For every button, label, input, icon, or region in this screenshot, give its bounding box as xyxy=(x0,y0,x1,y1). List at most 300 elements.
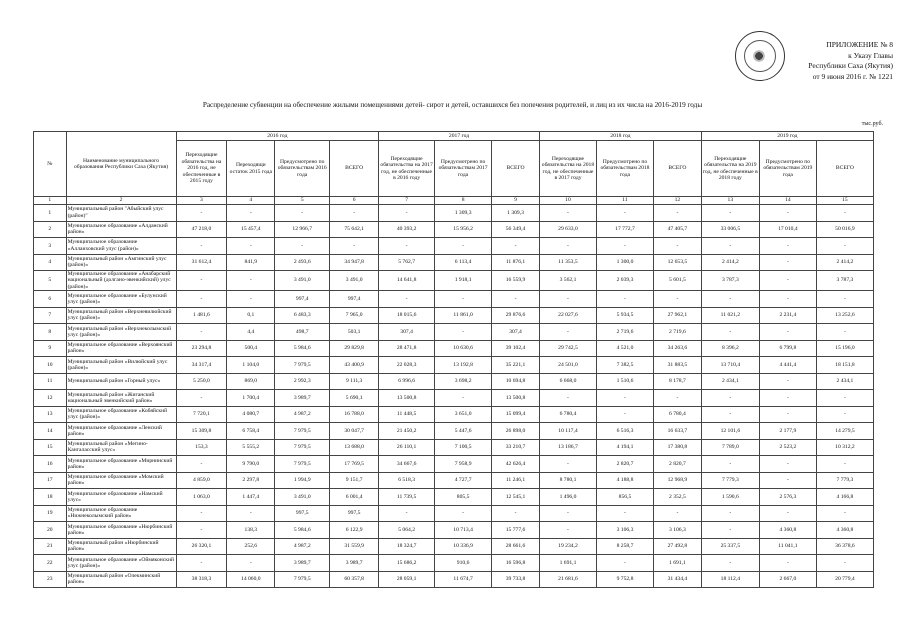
value-cell: 4 080,7 xyxy=(227,406,275,423)
value-cell: 36 378,6 xyxy=(816,538,873,555)
value-cell: 3 989,7 xyxy=(275,555,330,572)
municipality-name: Муниципальное образование «Кобяйский улус (район)» xyxy=(66,406,176,423)
table-row xyxy=(34,555,874,572)
value-cell: 5 250,0 xyxy=(176,373,227,390)
municipality-name: Муниципальное образование «Мирнинский район» xyxy=(66,456,176,473)
value-cell: 6 483,3 xyxy=(275,307,330,324)
table-row xyxy=(34,221,874,238)
value-cell: 6 758,4 xyxy=(227,423,275,440)
row-number: 10 xyxy=(34,357,67,374)
value-cell: 7 979,5 xyxy=(275,439,330,456)
value-cell: - xyxy=(701,406,759,423)
value-cell: - xyxy=(379,238,435,255)
value-cell: - xyxy=(539,324,596,341)
value-cell: - xyxy=(275,238,330,255)
value-cell: 4 987,2 xyxy=(275,538,330,555)
seal-emblem xyxy=(750,47,768,65)
value-cell: 1 300,0 xyxy=(596,254,653,271)
table-row xyxy=(34,522,874,539)
table-row xyxy=(34,340,874,357)
document-title: Распределение субвенции на обеспечение жилыми помещениями детей- сирот и детей, оставшихся без попечения родителей, и лиц из их числа на 2016-2019 годы xyxy=(202,101,703,109)
value-cell: - xyxy=(539,291,596,308)
value-cell: 12 545,1 xyxy=(492,489,540,506)
row-number: 11 xyxy=(34,373,67,390)
value-cell: 3 491,0 xyxy=(275,271,330,291)
value-cell: 11 353,5 xyxy=(539,254,596,271)
value-cell: - xyxy=(176,456,227,473)
table-row xyxy=(34,307,874,324)
value-cell: 6 996,6 xyxy=(379,373,435,390)
value-cell: - xyxy=(227,238,275,255)
value-cell: - xyxy=(176,291,227,308)
value-cell: - xyxy=(816,406,873,423)
value-cell: 2 576,3 xyxy=(759,489,816,506)
table-row xyxy=(34,489,874,506)
header-year-2016: 2016 год xyxy=(176,132,379,141)
value-cell: 29 829,8 xyxy=(330,340,379,357)
value-cell: 856,5 xyxy=(596,489,653,506)
table-row xyxy=(34,571,874,588)
value-cell: - xyxy=(492,238,540,255)
value-cell: - xyxy=(759,373,816,390)
value-cell: - xyxy=(227,555,275,572)
table-row xyxy=(34,456,874,473)
value-cell: - xyxy=(653,505,701,522)
column-number: 3 xyxy=(176,197,227,205)
value-cell: 17 010,4 xyxy=(759,221,816,238)
value-cell: 39 733,8 xyxy=(492,571,540,588)
value-cell: 1 994,9 xyxy=(275,472,330,489)
value-cell: 18 151,8 xyxy=(816,357,873,374)
value-cell: 12 968,9 xyxy=(653,472,701,489)
value-cell: - xyxy=(596,505,653,522)
row-number: 16 xyxy=(34,456,67,473)
header-y2019-col-1: Предусмотрено по обязательствам 2019 года xyxy=(759,141,816,197)
value-cell: - xyxy=(596,238,653,255)
value-cell: - xyxy=(227,291,275,308)
value-cell: 1 496,0 xyxy=(539,489,596,506)
value-cell: 12 101,6 xyxy=(701,423,759,440)
table-row xyxy=(34,357,874,374)
value-cell: 20 779,4 xyxy=(816,571,873,588)
row-number: 2 xyxy=(34,221,67,238)
row-number: 17 xyxy=(34,472,67,489)
value-cell: 307,4 xyxy=(492,324,540,341)
value-cell: - xyxy=(759,324,816,341)
value-cell: 1 447,4 xyxy=(227,489,275,506)
value-cell: 16 596,8 xyxy=(492,555,540,572)
row-number: 21 xyxy=(34,538,67,555)
value-cell: 17 769,5 xyxy=(330,456,379,473)
value-cell: 23 294,8 xyxy=(176,340,227,357)
value-cell: - xyxy=(759,238,816,255)
value-cell: 3 787,3 xyxy=(816,271,873,291)
row-number: 5 xyxy=(34,271,67,291)
value-cell: 38 318,3 xyxy=(176,571,227,588)
value-cell: 2 297,8 xyxy=(227,472,275,489)
value-cell: 1 481,6 xyxy=(176,307,227,324)
value-cell: - xyxy=(701,456,759,473)
table-row xyxy=(34,472,874,489)
value-cell: - xyxy=(330,205,379,222)
row-number: 4 xyxy=(34,254,67,271)
value-cell: 8 780,1 xyxy=(539,472,596,489)
value-cell: 997,5 xyxy=(275,505,330,522)
value-cell: 31 612,4 xyxy=(176,254,227,271)
value-cell: - xyxy=(176,505,227,522)
value-cell: 4 166,8 xyxy=(816,489,873,506)
value-cell: - xyxy=(176,555,227,572)
row-number: 23 xyxy=(34,571,67,588)
value-cell: 6 799,8 xyxy=(759,340,816,357)
value-cell: 4 441,4 xyxy=(759,357,816,374)
header-y2018-col-2: ВСЕГО xyxy=(653,141,701,197)
row-number: 9 xyxy=(34,340,67,357)
header-y2016-col-1: Переходящи остаток 2015 года xyxy=(227,141,275,197)
value-cell: - xyxy=(227,505,275,522)
value-cell: - xyxy=(701,291,759,308)
row-number: 8 xyxy=(34,324,67,341)
value-cell: - xyxy=(701,522,759,539)
value-cell: - xyxy=(759,456,816,473)
value-cell: - xyxy=(539,505,596,522)
value-cell: 24 501,0 xyxy=(539,357,596,374)
value-cell: 0,1 xyxy=(227,307,275,324)
table-row xyxy=(34,324,874,341)
table-row xyxy=(34,439,874,456)
value-cell: 805,5 xyxy=(435,489,492,506)
value-cell: 6 518,3 xyxy=(379,472,435,489)
value-cell: 42 626,4 xyxy=(492,456,540,473)
row-number: 6 xyxy=(34,291,67,308)
value-cell: 10 713,4 xyxy=(435,522,492,539)
value-cell: 7 789,0 xyxy=(701,439,759,456)
value-cell: 4 360,8 xyxy=(759,522,816,539)
value-cell: 5 984,6 xyxy=(275,522,330,539)
value-cell: 1 309,3 xyxy=(435,205,492,222)
header-y2017-col-1: Предусмотрено по обязательствам 2017 года xyxy=(435,141,492,197)
value-cell: - xyxy=(176,205,227,222)
municipality-name: Муниципальный район «Горный улус» xyxy=(66,373,176,390)
value-cell: 9 790,0 xyxy=(227,456,275,473)
row-number: 18 xyxy=(34,489,67,506)
column-number: 5 xyxy=(275,197,330,205)
value-cell: - xyxy=(596,406,653,423)
value-cell: - xyxy=(759,205,816,222)
value-cell: - xyxy=(816,324,873,341)
value-cell: 15 457,4 xyxy=(227,221,275,238)
value-cell: 4 987,2 xyxy=(275,406,330,423)
value-cell: 34 947,8 xyxy=(330,254,379,271)
table-row xyxy=(34,254,874,271)
value-cell: - xyxy=(539,238,596,255)
value-cell: 15 686,2 xyxy=(379,555,435,572)
value-cell: 8 258,7 xyxy=(596,538,653,555)
value-cell: 6 780,4 xyxy=(539,406,596,423)
value-cell: - xyxy=(759,254,816,271)
value-cell: - xyxy=(539,390,596,407)
value-cell: 7 979,5 xyxy=(275,357,330,374)
value-cell: 7 720,1 xyxy=(176,406,227,423)
appendix-line-4: от 9 июня 2016 г. № 1221 xyxy=(812,71,893,81)
column-number: 14 xyxy=(759,197,816,205)
value-cell: - xyxy=(816,205,873,222)
table-row xyxy=(34,390,874,407)
value-cell: 997,4 xyxy=(330,291,379,308)
row-number: 14 xyxy=(34,423,67,440)
value-cell: - xyxy=(435,505,492,522)
value-cell: 7 779,3 xyxy=(816,472,873,489)
value-cell: 997,4 xyxy=(275,291,330,308)
municipality-name: Муниципальное образование «Верхоянский район» xyxy=(66,340,176,357)
value-cell: 2 820,7 xyxy=(653,456,701,473)
value-cell: 31 434,4 xyxy=(653,571,701,588)
row-number: 13 xyxy=(34,406,67,423)
value-cell: 10 630,6 xyxy=(435,340,492,357)
subsidy-table xyxy=(33,131,874,588)
value-cell: 47 405,7 xyxy=(653,221,701,238)
value-cell: 498,7 xyxy=(275,324,330,341)
value-cell: 4 727,7 xyxy=(435,472,492,489)
value-cell: 3 651,0 xyxy=(435,406,492,423)
value-cell: 11 876,1 xyxy=(492,254,540,271)
header-num: № xyxy=(34,132,67,197)
value-cell: - xyxy=(492,505,540,522)
value-cell: 1 309,3 xyxy=(492,205,540,222)
value-cell: 2 039,3 xyxy=(596,271,653,291)
value-cell: 47 218,0 xyxy=(176,221,227,238)
municipality-name: Муниципальное образование «Намский улус» xyxy=(66,489,176,506)
value-cell: 27 492,8 xyxy=(653,538,701,555)
value-cell: 3 106,3 xyxy=(653,522,701,539)
municipality-name: Муниципальное образование «Нижнеколымский район» xyxy=(66,505,176,522)
value-cell: - xyxy=(653,238,701,255)
value-cell: 25 337,5 xyxy=(701,538,759,555)
value-cell: 11 674,7 xyxy=(435,571,492,588)
value-cell: 2 177,9 xyxy=(759,423,816,440)
value-cell: 7 979,5 xyxy=(275,456,330,473)
value-cell: 10 117,4 xyxy=(539,423,596,440)
row-number: 3 xyxy=(34,238,67,255)
column-number: 9 xyxy=(492,197,540,205)
row-number: 20 xyxy=(34,522,67,539)
header-y2017-col-2: ВСЕГО xyxy=(492,141,540,197)
value-cell: 10 336,9 xyxy=(435,538,492,555)
value-cell: 910,6 xyxy=(435,555,492,572)
column-number: 10 xyxy=(539,197,596,205)
value-cell: - xyxy=(759,472,816,489)
value-cell: 8 178,7 xyxy=(653,373,701,390)
value-cell: 16 788,0 xyxy=(330,406,379,423)
value-cell: 7 779,3 xyxy=(701,472,759,489)
municipality-name: Муниципальный район «Олекминский район» xyxy=(66,571,176,588)
value-cell: 1 510,6 xyxy=(596,373,653,390)
seal-icon xyxy=(735,31,785,81)
value-cell: 2 231,4 xyxy=(759,307,816,324)
municipality-name: Муниципальное образование «Анабарский национальный (долгано-эвенкийский) улус (район)» xyxy=(66,271,176,291)
table-row xyxy=(34,505,874,522)
value-cell: 28 471,8 xyxy=(379,340,435,357)
value-cell: 5 447,6 xyxy=(435,423,492,440)
value-cell: 5 555,2 xyxy=(227,439,275,456)
column-number: 4 xyxy=(227,197,275,205)
value-cell: 307,4 xyxy=(379,324,435,341)
row-number: 7 xyxy=(34,307,67,324)
value-cell: 2 719,6 xyxy=(653,324,701,341)
value-cell: 3 787,3 xyxy=(701,271,759,291)
value-cell: 29 633,0 xyxy=(539,221,596,238)
value-cell: 16 633,7 xyxy=(653,423,701,440)
row-number: 22 xyxy=(34,555,67,572)
value-cell: 26 110,1 xyxy=(379,439,435,456)
value-cell: 17 772,7 xyxy=(596,221,653,238)
value-cell: 7 965,0 xyxy=(330,307,379,324)
value-cell: - xyxy=(176,238,227,255)
value-cell: 5 601,5 xyxy=(653,271,701,291)
value-cell: 13 710,4 xyxy=(701,357,759,374)
column-number: 1 xyxy=(34,197,67,205)
value-cell: - xyxy=(275,205,330,222)
value-cell: 11 861,0 xyxy=(435,307,492,324)
value-cell: 7 382,5 xyxy=(596,357,653,374)
value-cell: - xyxy=(816,505,873,522)
value-cell: - xyxy=(539,456,596,473)
value-cell: - xyxy=(653,205,701,222)
value-cell: 14 641,8 xyxy=(379,271,435,291)
value-cell: 35 221,1 xyxy=(492,357,540,374)
value-cell: 14 060,0 xyxy=(227,571,275,588)
value-cell: 2 992,3 xyxy=(275,373,330,390)
value-cell: - xyxy=(816,456,873,473)
value-cell: 2 719,6 xyxy=(596,324,653,341)
value-cell: 13 192,8 xyxy=(435,357,492,374)
value-cell: - xyxy=(596,555,653,572)
value-cell: 1 104,0 xyxy=(227,357,275,374)
municipality-name: Муниципальный район "Абыйский улус (район)" xyxy=(66,205,176,222)
value-cell: 4 194,1 xyxy=(596,439,653,456)
value-cell: 8 396,2 xyxy=(701,340,759,357)
column-number: 6 xyxy=(330,197,379,205)
value-cell: 138,3 xyxy=(227,522,275,539)
value-cell: 3 698,2 xyxy=(435,373,492,390)
value-cell: - xyxy=(701,324,759,341)
value-cell: 26 898,0 xyxy=(492,423,540,440)
column-number: 15 xyxy=(816,197,873,205)
header-year-2018: 2018 год xyxy=(539,132,701,141)
value-cell: 5 762,7 xyxy=(379,254,435,271)
value-cell: 14 279,5 xyxy=(816,423,873,440)
value-cell: 3 106,3 xyxy=(596,522,653,539)
table-row xyxy=(34,271,874,291)
value-cell: 22 027,6 xyxy=(539,307,596,324)
value-cell: 6 516,3 xyxy=(596,423,653,440)
value-cell: - xyxy=(227,205,275,222)
value-cell: 9 151,7 xyxy=(330,472,379,489)
value-cell: 869,0 xyxy=(227,373,275,390)
value-cell: - xyxy=(759,271,816,291)
value-cell: - xyxy=(176,324,227,341)
value-cell: 2 352,5 xyxy=(653,489,701,506)
column-number: 13 xyxy=(701,197,759,205)
value-cell: - xyxy=(816,238,873,255)
value-cell: 40 393,2 xyxy=(379,221,435,238)
municipality-name: Муниципальный район «Верхнеколымский улус (район)» xyxy=(66,324,176,341)
value-cell: 4 859,0 xyxy=(176,472,227,489)
value-cell: - xyxy=(492,291,540,308)
municipality-name: Муниципальный район «Нюрбинский район» xyxy=(66,538,176,555)
value-cell: 15 777,6 xyxy=(492,522,540,539)
appendix-line-3: Республики Саха (Якутия) xyxy=(808,61,893,70)
value-cell: 15 956,2 xyxy=(435,221,492,238)
value-cell: 2 414,2 xyxy=(816,254,873,271)
value-cell: 9 752,8 xyxy=(596,571,653,588)
value-cell: 3 562,1 xyxy=(539,271,596,291)
municipality-name: Муниципальный район «Жиганский национальный эвенкийский район» xyxy=(66,390,176,407)
value-cell: 153,3 xyxy=(176,439,227,456)
value-cell: 4 360,8 xyxy=(816,522,873,539)
value-cell: - xyxy=(816,291,873,308)
units-label: тыс.руб. xyxy=(861,121,883,127)
municipality-name: Муниципальный район «Верхневилюйский улус (район)» xyxy=(66,307,176,324)
value-cell: - xyxy=(379,205,435,222)
municipality-name: Муниципальное образование «Момский район» xyxy=(66,472,176,489)
value-cell: - xyxy=(596,291,653,308)
value-cell: 12 653,5 xyxy=(653,254,701,271)
value-cell: - xyxy=(176,390,227,407)
value-cell: 13 186,7 xyxy=(539,439,596,456)
value-cell: 22 028,3 xyxy=(379,357,435,374)
row-number: 1 xyxy=(34,205,67,222)
value-cell: - xyxy=(435,238,492,255)
table-row xyxy=(34,205,874,222)
appendix-line-2: к Указу Главы xyxy=(848,50,893,60)
value-cell: - xyxy=(701,505,759,522)
value-cell: 28 661,6 xyxy=(492,538,540,555)
value-cell: 34 263,6 xyxy=(653,340,701,357)
value-cell: 11 246,1 xyxy=(492,472,540,489)
value-cell: - xyxy=(435,291,492,308)
value-cell: 2 820,7 xyxy=(596,456,653,473)
value-cell: 56 349,4 xyxy=(492,221,540,238)
value-cell: 7 958,9 xyxy=(435,456,492,473)
value-cell: 997,5 xyxy=(330,505,379,522)
value-cell: 60 357,8 xyxy=(330,571,379,588)
value-cell: 252,6 xyxy=(227,538,275,555)
value-cell: 30 047,7 xyxy=(330,423,379,440)
value-cell: 18 324,7 xyxy=(379,538,435,555)
header-y2019-col-2: ВСЕГО xyxy=(816,141,873,197)
value-cell: 11 448,5 xyxy=(379,406,435,423)
value-cell: 13 500,8 xyxy=(492,390,540,407)
value-cell: 6 668,0 xyxy=(539,373,596,390)
value-cell: 7 979,5 xyxy=(275,423,330,440)
value-cell: 6 113,4 xyxy=(435,254,492,271)
value-cell: 841,9 xyxy=(227,254,275,271)
value-cell: - xyxy=(596,390,653,407)
value-cell: - xyxy=(176,271,227,291)
value-cell: 1 063,0 xyxy=(176,489,227,506)
value-cell: - xyxy=(435,390,492,407)
value-cell: 5 934,5 xyxy=(596,307,653,324)
column-number: 7 xyxy=(379,197,435,205)
value-cell: 75 642,1 xyxy=(330,221,379,238)
value-cell: 33 210,7 xyxy=(492,439,540,456)
value-cell: 10 312,2 xyxy=(816,439,873,456)
municipality-name: Муниципальное образование «Нюрбинский район» xyxy=(66,522,176,539)
value-cell: 18 015,6 xyxy=(379,307,435,324)
value-cell: 2 667,0 xyxy=(759,571,816,588)
value-cell: 5 984,6 xyxy=(275,340,330,357)
